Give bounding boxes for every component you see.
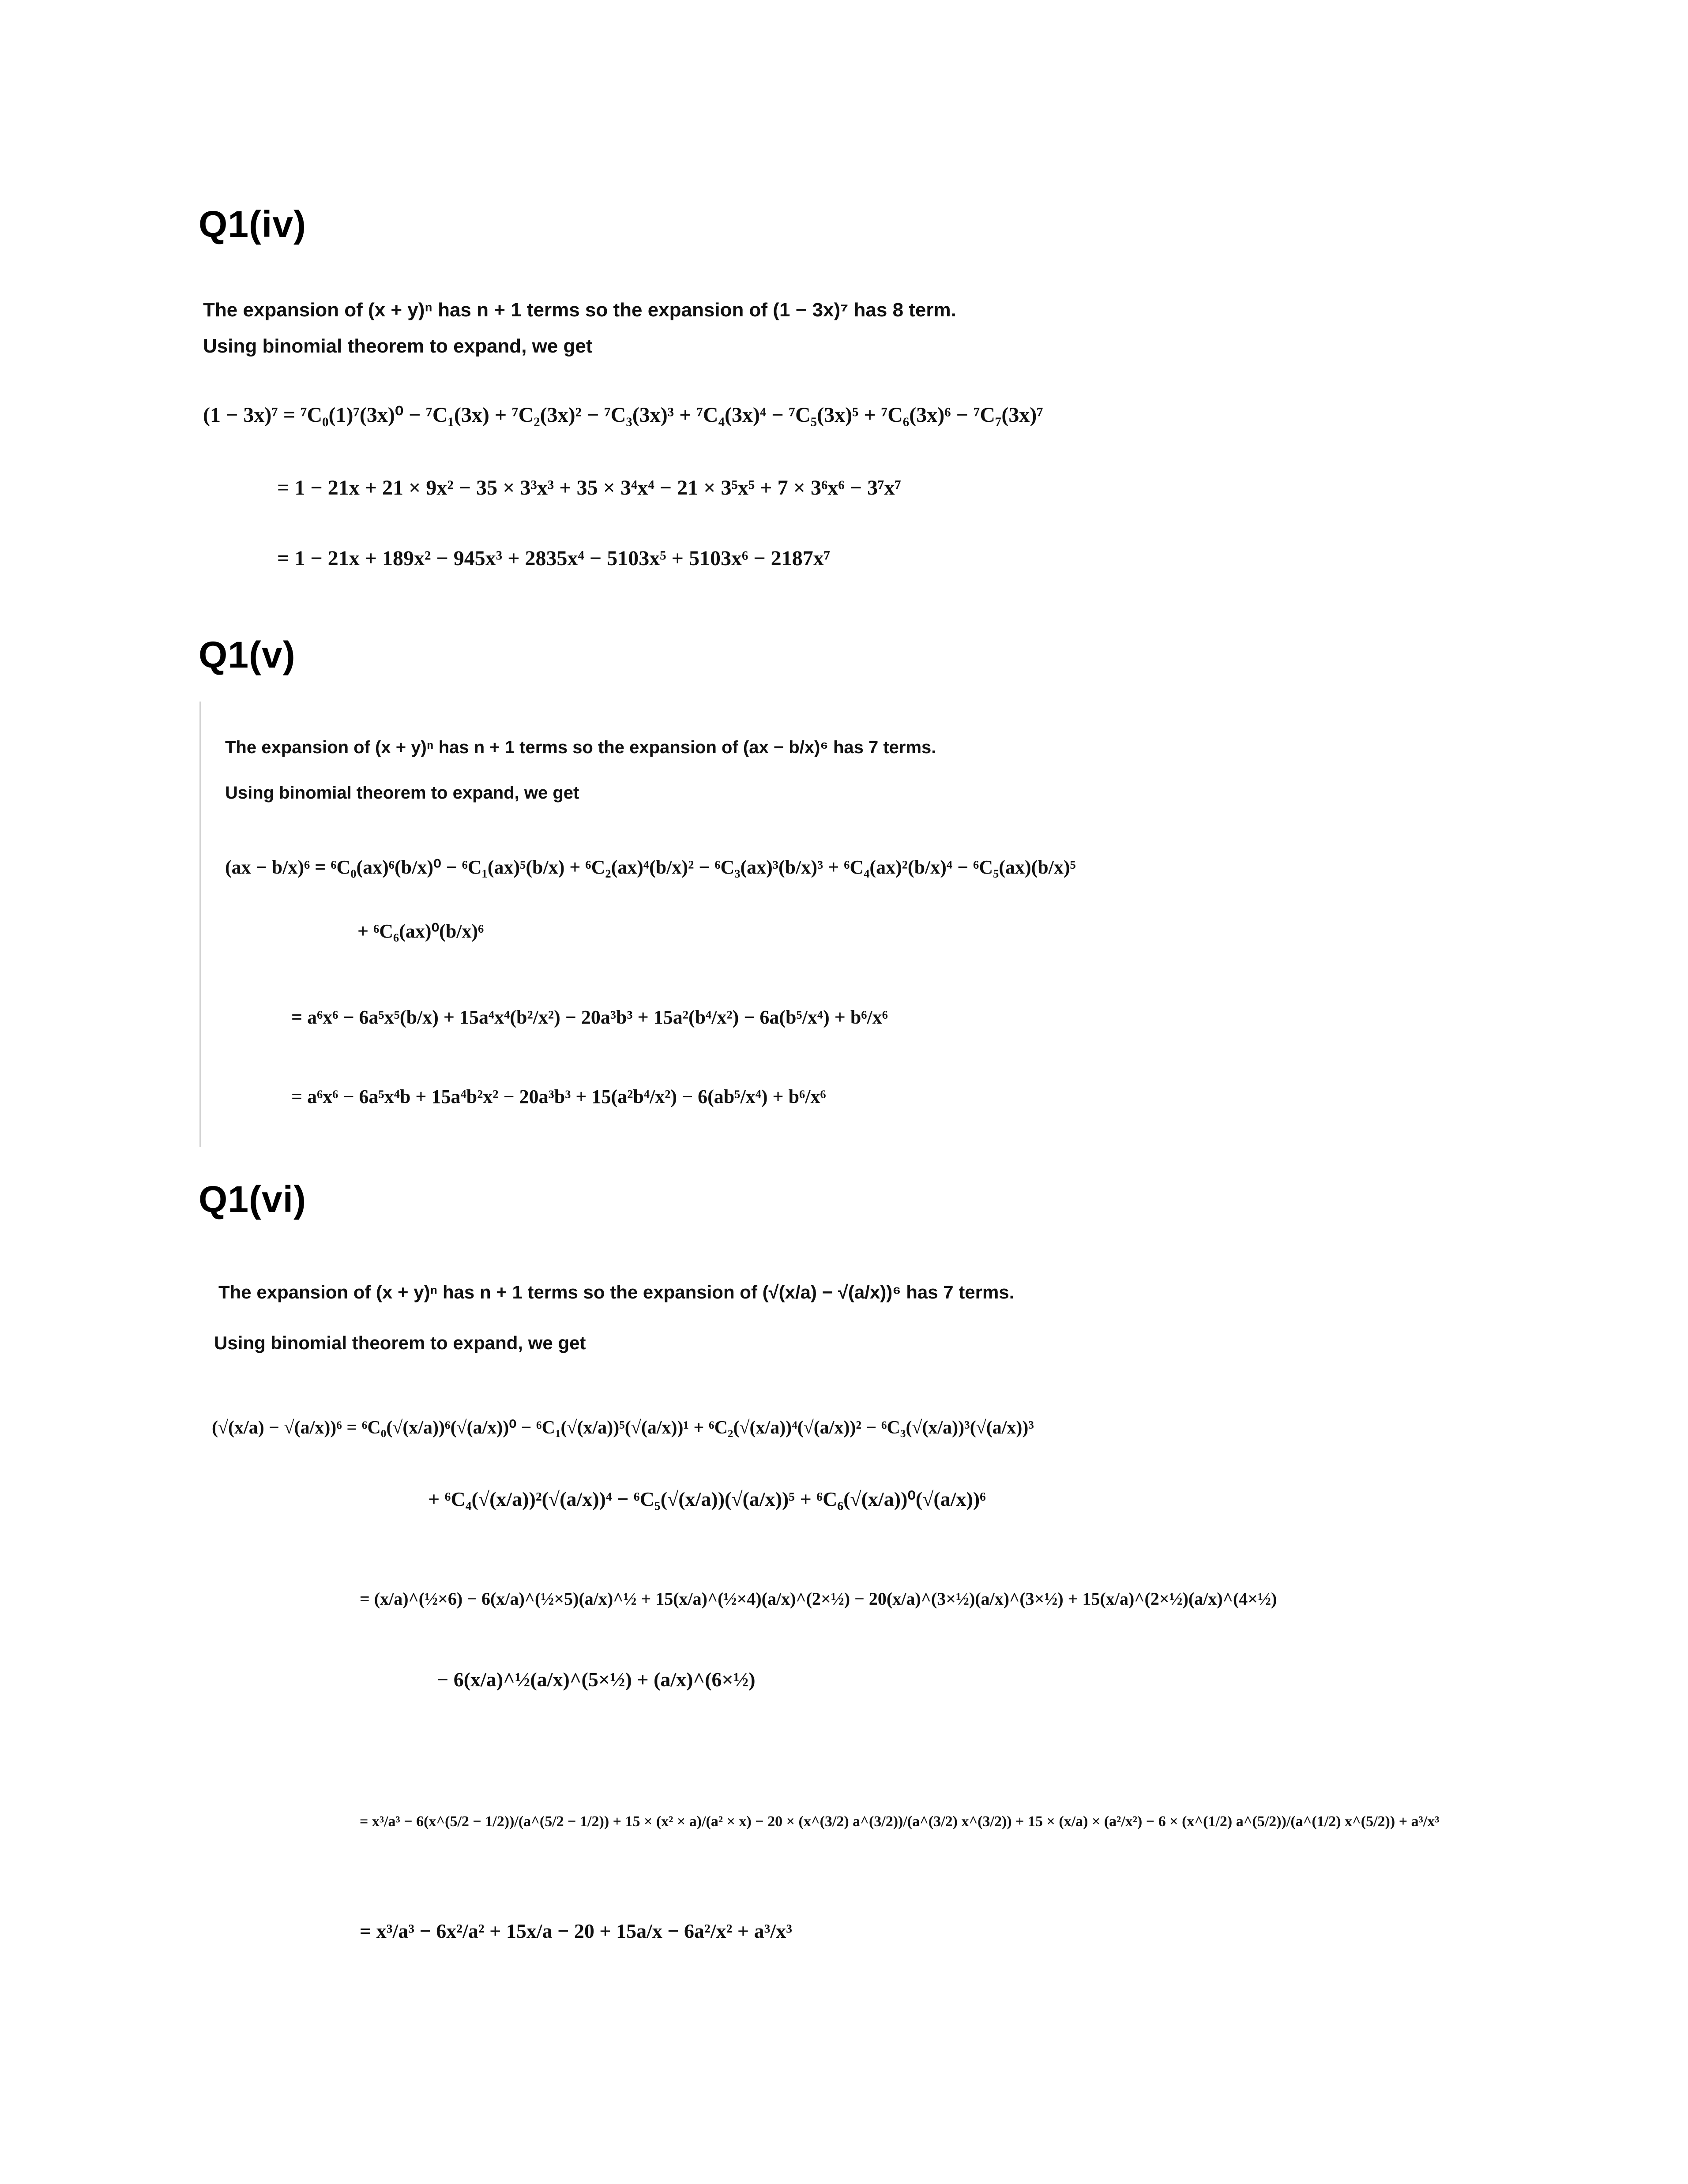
- q1-v-step-1: (ax − b/x)⁶ = ⁶C₀(ax)⁶(b/x)⁰ − ⁶C₁(ax)⁵(b/x) + ⁶C₂(ax)⁴(b/x)² − ⁶C₃(ax)³(b/x)³ + ⁶C₄(ax)²(b/x)⁴ − ⁶C₅(ax)(b/x)⁵: [225, 856, 1076, 878]
- q1-iv-step-2: = 1 − 21x + 21 × 9x² − 35 × 3³x³ + 35 × 3⁴x⁴ − 21 × 3⁵x⁵ + 7 × 3⁶x⁶ − 3⁷x⁷: [277, 476, 901, 499]
- q1-vi-step-2: + ⁶C₄(√(x/a))²(√(a/x))⁴ − ⁶C₅(√(x/a))(√(a/x))⁵ + ⁶C₆(√(x/a))⁰(√(a/x))⁶: [428, 1488, 986, 1510]
- q1-v-step-4: = a⁶x⁶ − 6a⁵x⁴b + 15a⁴b²x² − 20a³b³ + 15(a²b⁴/x²) − 6(ab⁵/x⁴) + b⁶/x⁶: [291, 1086, 826, 1107]
- heading-q1-iv: Q1(iv): [199, 203, 307, 245]
- q1-v-step-3: = a⁶x⁶ − 6a⁵x⁵(b/x) + 15a⁴x⁴(b²/x²) − 20a³b³ + 15a²(b⁴/x²) − 6a(b⁵/x⁴) + b⁶/x⁶: [291, 1006, 888, 1028]
- q1-v-using: Using binomial theorem to expand, we get: [225, 783, 579, 803]
- q1-vi-intro: The expansion of (x + y)ⁿ has n + 1 terms so the expansion of (√(x/a) − √(a/x))⁶ has 7 terms.: [218, 1282, 1015, 1302]
- q1-vi-step-3: = (x/a)^(½×6) − 6(x/a)^(½×5)(a/x)^½ + 15(x/a)^(½×4)(a/x)^(2×½) − 20(x/a)^(3×½)(a/x)^(3×½) + 15(x/a)^(2×½)(a/x)^(4×½): [360, 1589, 1277, 1609]
- q1-iv-step-1: (1 − 3x)⁷ = ⁷C₀(1)⁷(3x)⁰ − ⁷C₁(3x) + ⁷C₂(3x)² − ⁷C₃(3x)³ + ⁷C₄(3x)⁴ − ⁷C₅(3x)⁵ + ⁷C₆(3x)⁶ − ⁷C₇(3x)⁷: [203, 403, 1043, 427]
- q1-vi-step-6: = x³/a³ − 6x²/a² + 15x/a − 20 + 15a/x − 6a²/x² + a³/x³: [360, 1920, 792, 1942]
- q1-iv-step-3: = 1 − 21x + 189x² − 945x³ + 2835x⁴ − 5103x⁵ + 5103x⁶ − 2187x⁷: [277, 547, 831, 570]
- q1-vi-step-1: (√(x/a) − √(a/x))⁶ = ⁶C₀(√(x/a))⁶(√(a/x))⁰ − ⁶C₁(√(x/a))⁵(√(a/x))¹ + ⁶C₂(√(x/a))⁴(√(a/x))² − ⁶C₃(√(x/a))³(√(a/x))³: [212, 1418, 1034, 1438]
- q1-vi-step-5: = x³/a³ − 6(x^(5/2 − 1/2))/(a^(5/2 − 1/2)) + 15 × (x² × a)/(a² × x) − 20 × (x^(3/2) a^(3/2))/(a^(3/2) x^(3/2)) + 15 × (x/a) × (a²/x²) − 6 × (x^(1/2) a^(5/2))/(a^(1/2) x^(5/2)) + a³/x³: [360, 1813, 1440, 1830]
- q1-iv-intro: The expansion of (x + y)ⁿ has n + 1 terms so the expansion of (1 − 3x)⁷ has 8 term.: [203, 299, 956, 321]
- q1-v-margin-rule: [199, 702, 201, 1147]
- q1-v-step-2: + ⁶C₆(ax)⁰(b/x)⁶: [357, 920, 484, 942]
- q1-v-intro: The expansion of (x + y)ⁿ has n + 1 terms so the expansion of (ax − b/x)⁶ has 7 terms.: [225, 738, 936, 757]
- q1-vi-step-4: − 6(x/a)^½(a/x)^(5×½) + (a/x)^(6×½): [437, 1668, 756, 1691]
- q1-iv-using: Using binomial theorem to expand, we get: [203, 335, 593, 357]
- heading-q1-vi: Q1(vi): [199, 1178, 307, 1220]
- q1-vi-using: Using binomial theorem to expand, we get: [214, 1332, 586, 1353]
- heading-q1-v: Q1(v): [199, 634, 296, 675]
